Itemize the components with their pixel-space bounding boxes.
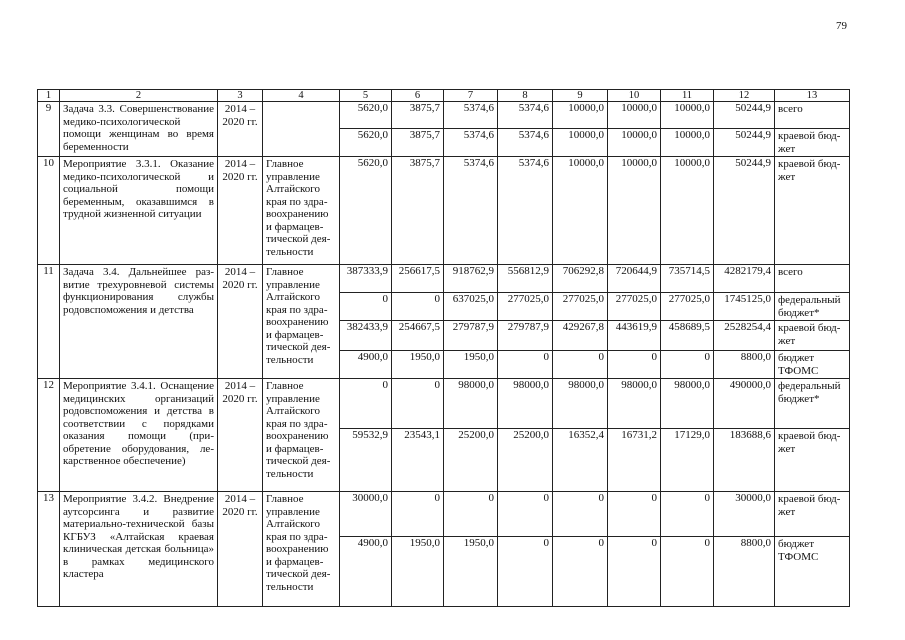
value-cell: 5374,6 [444,129,498,157]
value-cell: 5620,0 [340,129,392,157]
value-cell: 720644,9 [608,265,661,293]
header-cell: 6 [392,90,444,102]
header-cell: 11 [661,90,714,102]
row-number: 13 [38,492,60,607]
value-cell: 5620,0 [340,157,392,265]
total-cell: 50244,9 [714,129,775,157]
total-cell: 50244,9 [714,102,775,129]
value-cell: 3875,7 [392,157,444,265]
value-cell: 59532,9 [340,429,392,492]
table-row [38,492,850,537]
row-organization [263,102,340,157]
funding-source: краевой бюджет [775,129,850,157]
value-cell: 5374,6 [444,157,498,265]
value-cell: 98000,0 [553,379,608,429]
total-cell: 2528254,4 [714,321,775,351]
value-cell: 17129,0 [661,429,714,492]
funding-source: краевой бюджет [775,321,850,351]
value-cell: 279787,9 [498,321,553,351]
header-cell: 2 [60,90,218,102]
funding-source: всего [775,102,850,129]
value-cell: 25200,0 [498,429,553,492]
value-cell: 23543,1 [392,429,444,492]
value-cell: 279787,9 [444,321,498,351]
value-cell: 256617,5 [392,265,444,293]
value-cell: 5374,6 [498,157,553,265]
value-cell: 10000,0 [661,129,714,157]
value-cell: 10000,0 [608,157,661,265]
value-cell: 4900,0 [340,537,392,607]
row-description: Мероприятие 3.4.2. Внедрение аутсорсинга и развитие материально-технической базы КГБУЗ «Алтайская краевая клиническая детская больница» в рамках медицинского кластера [60,492,218,607]
value-cell: 277025,0 [498,293,553,321]
value-cell: 16352,4 [553,429,608,492]
row-number: 10 [38,157,60,265]
value-cell: 706292,8 [553,265,608,293]
funding-source: бюджет ТФОМС [775,351,850,379]
header-cell: 10 [608,90,661,102]
row-organization: Главное управление Алтайского края по здравоохранению и фармацевтической деятельности [263,492,340,607]
value-cell: 382433,9 [340,321,392,351]
total-cell: 8800,0 [714,351,775,379]
value-cell: 1950,0 [392,351,444,379]
header-cell: 5 [340,90,392,102]
value-cell: 10000,0 [553,129,608,157]
value-cell: 0 [498,492,553,537]
header-cell: 1 [38,90,60,102]
value-cell: 10000,0 [553,157,608,265]
value-cell: 5374,6 [444,102,498,129]
row-number: 11 [38,265,60,379]
value-cell: 0 [392,492,444,537]
value-cell: 3875,7 [392,129,444,157]
row-description: Задача 3.4. Дальнейшее развитие трехуровневой системы функционирования службы родовспоможения и детства [60,265,218,379]
total-cell: 1745125,0 [714,293,775,321]
value-cell: 10000,0 [608,129,661,157]
value-cell: 556812,9 [498,265,553,293]
value-cell: 0 [553,492,608,537]
value-cell: 98000,0 [444,379,498,429]
value-cell: 16731,2 [608,429,661,492]
value-cell: 5620,0 [340,102,392,129]
header-cell: 12 [714,90,775,102]
header-cell: 4 [263,90,340,102]
value-cell: 735714,5 [661,265,714,293]
value-cell: 98000,0 [608,379,661,429]
funding-source: всего [775,265,850,293]
value-cell: 0 [444,492,498,537]
value-cell: 1950,0 [444,351,498,379]
value-cell: 443619,9 [608,321,661,351]
row-organization: Главное управление Алтайского края по здравоохранению и фармацевтической деятельности [263,379,340,492]
row-period: 2014 – 2020 гг. [218,157,263,265]
value-cell: 0 [498,351,553,379]
funding-source: краевой бюджет [775,157,850,265]
value-cell: 0 [553,537,608,607]
value-cell: 637025,0 [444,293,498,321]
value-cell: 458689,5 [661,321,714,351]
value-cell: 918762,9 [444,265,498,293]
value-cell: 1950,0 [392,537,444,607]
row-period: 2014 – 2020 гг. [218,102,263,157]
total-cell: 490000,0 [714,379,775,429]
value-cell: 0 [608,537,661,607]
row-period: 2014 – 2020 гг. [218,379,263,492]
total-cell: 50244,9 [714,157,775,265]
value-cell: 0 [340,293,392,321]
value-cell: 0 [498,537,553,607]
row-number: 9 [38,102,60,157]
total-cell: 183688,6 [714,429,775,492]
row-number: 12 [38,379,60,492]
value-cell: 3875,7 [392,102,444,129]
value-cell: 5374,6 [498,129,553,157]
total-cell: 8800,0 [714,537,775,607]
value-cell: 98000,0 [498,379,553,429]
row-description: Задача 3.3. Совершенствование медико-психологической помощи женщинам во время беременности [60,102,218,157]
value-cell: 277025,0 [661,293,714,321]
row-description: Мероприятие 3.3.1. Оказание медико-психологической и социальной помощи беременным, оказавшимся в трудной жизненной ситуации [60,157,218,265]
value-cell: 0 [392,293,444,321]
value-cell: 254667,5 [392,321,444,351]
value-cell: 0 [608,492,661,537]
value-cell: 98000,0 [661,379,714,429]
value-cell: 0 [608,351,661,379]
funding-source: федеральный бюджет* [775,293,850,321]
row-description: Мероприятие 3.4.1. Оснащение медицинских организаций родовспоможения и детства в соответствии с порядками оказания помощи (приобретение оборудования, лекарственное обеспечение) [60,379,218,492]
value-cell: 0 [661,492,714,537]
value-cell: 0 [340,379,392,429]
value-cell: 387333,9 [340,265,392,293]
value-cell: 429267,8 [553,321,608,351]
row-period: 2014 – 2020 гг. [218,265,263,379]
budget-table [37,89,850,607]
total-cell: 4282179,4 [714,265,775,293]
funding-source: федеральный бюджет* [775,379,850,429]
value-cell: 30000,0 [340,492,392,537]
value-cell: 0 [661,537,714,607]
header-row [38,90,850,102]
table-row [38,265,850,293]
header-cell: 7 [444,90,498,102]
value-cell: 10000,0 [661,157,714,265]
table-row [38,379,850,429]
header-cell: 13 [775,90,850,102]
value-cell: 0 [553,351,608,379]
value-cell: 4900,0 [340,351,392,379]
value-cell: 25200,0 [444,429,498,492]
value-cell: 1950,0 [444,537,498,607]
header-cell: 3 [218,90,263,102]
header-cell: 9 [553,90,608,102]
value-cell: 0 [661,351,714,379]
value-cell: 5374,6 [498,102,553,129]
value-cell: 10000,0 [661,102,714,129]
header-cell: 8 [498,90,553,102]
funding-source: краевой бюджет [775,492,850,537]
value-cell: 277025,0 [553,293,608,321]
funding-source: бюджет ТФОМС [775,537,850,607]
value-cell: 10000,0 [553,102,608,129]
value-cell: 277025,0 [608,293,661,321]
value-cell: 0 [392,379,444,429]
row-period: 2014 – 2020 гг. [218,492,263,607]
table-row [38,102,850,129]
table-row [38,157,850,265]
value-cell: 10000,0 [608,102,661,129]
row-organization: Главное управление Алтайского края по здравоохранению и фармацевтической деятельности [263,157,340,265]
total-cell: 30000,0 [714,492,775,537]
funding-source: краевой бюджет [775,429,850,492]
page-number: 79 [836,20,847,32]
row-organization: Главное управление Алтайского края по здравоохранению и фармацевтической деятельности [263,265,340,379]
